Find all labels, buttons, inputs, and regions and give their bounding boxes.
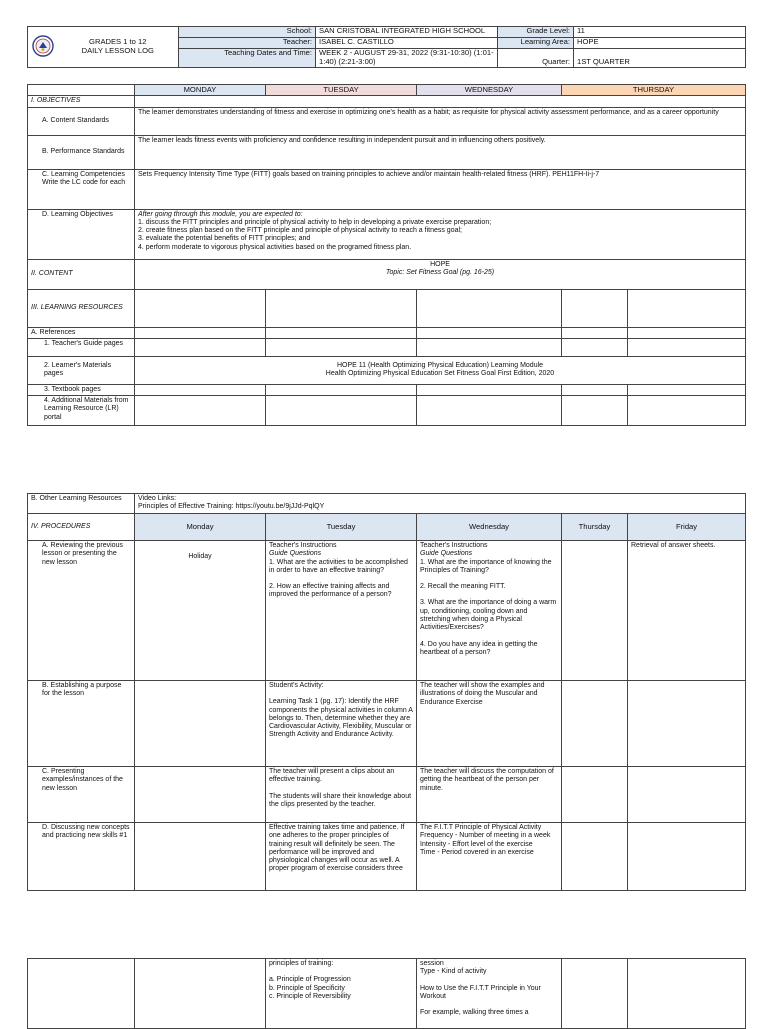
title-line2: DAILY LESSON LOG — [81, 46, 154, 55]
proc-day-tuesday: Tuesday — [266, 514, 417, 541]
c-tuesday-1: The teacher will present a clips about an effective training. — [269, 768, 395, 784]
day-header-wednesday: WEDNESDAY — [417, 85, 562, 96]
cont-tuesday-c: c. Principle of Reversibility — [269, 992, 351, 1000]
content-topic: Topic: Set Fitness Goal (pg. 16-25) — [385, 268, 495, 276]
video-link[interactable]: Principles of Effective Training: https://youtu.be/9jJJd-PqlQY — [138, 503, 325, 511]
content-subject: HOPE — [430, 260, 450, 268]
learning-module-title: HOPE 11 (Health Optimizing Physical Education) Learning Module — [336, 362, 544, 370]
procedure-b-wednesday: The teacher will show the examples and illustrations of doing the Muscular and Endurance Exercise — [417, 681, 562, 767]
learning-module-edition: Health Optimizing Physical Education Set Fitness Goal First Edition, 2020 — [325, 370, 555, 378]
quarter-label: Quarter: — [498, 49, 574, 68]
textbook-label: 3. Textbook pages — [28, 384, 135, 395]
quarter-value: 1ST QUARTER — [574, 49, 746, 68]
other-resources-cell — [135, 494, 746, 514]
performance-standards-text: The learner leads fitness events with proficiency and confidence resulting in independent pursuit and in influencing others positively. — [135, 135, 746, 169]
day-header-monday: MONDAY — [135, 85, 266, 96]
resources-heading: III. LEARNING RESOURCES — [28, 289, 135, 327]
objectives-heading: I. OBJECTIVES — [28, 96, 135, 107]
grade-label: Grade Level: — [498, 27, 574, 38]
cont-tuesday-1: principles of training: — [269, 960, 334, 967]
d-wed-frequency: Frequency - Number of meeting in a week — [420, 832, 551, 840]
learning-objective-1: 1. discuss the FITT principles and principle of physical activity to help in developing a private exercise preparation; — [138, 218, 492, 226]
content-heading: II. CONTENT — [28, 259, 135, 289]
procedure-d-thursday — [562, 823, 628, 891]
learning-competencies-label: C. Learning Competencies Write the LC code for each — [28, 169, 135, 209]
continuation-block — [27, 958, 745, 1029]
a-tuesday-q2: 2. How an effective training affects and improved the performance of a person? — [269, 583, 392, 599]
cont-thursday — [562, 959, 628, 1029]
deped-seal-icon — [32, 35, 54, 57]
procedure-c-tuesday — [266, 767, 417, 823]
procedure-a-tuesday — [266, 541, 417, 681]
log-title — [58, 27, 179, 68]
other-resources-label: B. Other Learning Resources — [28, 494, 135, 514]
a-wed-q4: 4. Do you have any idea in getting the heartbeat of a person? — [420, 640, 538, 656]
day-header-tuesday: TUESDAY — [266, 85, 417, 96]
proc-day-wednesday: Wednesday — [417, 514, 562, 541]
title-line1: GRADES 1 to 12 — [89, 37, 147, 47]
cont-monday — [135, 959, 266, 1029]
objectives-table — [27, 84, 746, 426]
dates-label: Teaching Dates and Time: — [179, 49, 316, 68]
procedures-block — [27, 493, 745, 891]
procedure-d-wednesday — [417, 823, 562, 891]
cont-wed-3: How to Use the F.I.T.T Principle in Your Workout — [420, 984, 541, 1000]
proc-day-friday: Friday — [628, 514, 746, 541]
procedure-a-thursday — [562, 541, 628, 681]
d-wed-intensity: Intensity - Effort level of the exercise — [420, 840, 533, 848]
header-table — [27, 26, 746, 68]
cont-label — [28, 959, 135, 1029]
cont-tuesday-a: a. Principle of Progression — [269, 976, 351, 984]
resources-mon — [135, 289, 266, 327]
teachers-guide-label: 1. Teacher's Guide pages — [28, 338, 135, 356]
school-value: SAN CRISTOBAL INTEGRATED HIGH SCHOOL — [316, 27, 498, 38]
cont-wed-1: session — [420, 960, 444, 967]
proc-day-thursday: Thursday — [562, 514, 628, 541]
content-cell — [135, 259, 746, 289]
learning-objectives-label: D. Learning Objectives — [28, 209, 135, 259]
a-wed-head: Teacher's Instructions — [420, 542, 488, 549]
a-wed-q2: 2. Recall the meaning FITT. — [420, 583, 506, 591]
continuation-table — [27, 958, 746, 1029]
day-header-thursday: THURSDAY — [562, 85, 746, 96]
learners-materials-cell — [135, 356, 746, 384]
content-standards-label: A. Content Standards — [28, 107, 135, 135]
d-wed-time: Time - Period covered in an exercise — [420, 848, 534, 856]
performance-standards-label: B. Performance Standards — [28, 135, 135, 169]
learning-objective-4: 4. perform moderate to vigorous physical activities based on the programed fitness plan. — [138, 243, 412, 251]
a-tuesday-q1: 1. What are the activities to be accomplished in order to have an effective training? — [269, 558, 408, 574]
school-label: School: — [179, 27, 316, 38]
d-wed-head: The F.I.T.T Principle of Physical Activity — [420, 824, 542, 831]
a-tuesday-sub: Guide Questions — [269, 550, 322, 558]
procedure-a-label: A. Reviewing the previous lesson or presenting the new lesson — [28, 541, 135, 681]
learning-objectives-cell — [135, 209, 746, 259]
objectives-heading-fill — [135, 96, 746, 107]
procedure-d-label: D. Discussing new concepts and practicing new skills #1 — [28, 823, 135, 891]
procedure-c-thursday — [562, 767, 628, 823]
resources-wed — [417, 289, 562, 327]
procedure-c-wednesday: The teacher will discuss the computation of getting the heartbeat of the person per minute. — [417, 767, 562, 823]
procedure-b-friday — [628, 681, 746, 767]
references-label: A. References — [28, 327, 135, 338]
video-links-label: Video Links: — [138, 495, 177, 502]
area-value: HOPE — [574, 38, 746, 49]
procedures-heading: IV. PROCEDURES — [28, 514, 135, 541]
procedure-d-tuesday: Effective training takes time and patience. If one adheres to the proper principles of training result will definitely be seen. The performance will be improved and physiological changes will occur as well. A proper program of exercise considers three — [266, 823, 417, 891]
grade-value: 11 — [574, 27, 746, 38]
content-standards-text: The learner demonstrates understanding of fitness and exercise in optimizing one's health as a habit; as requisite for physical activity assessment performance, and as a career opportunity — [135, 107, 746, 135]
procedure-c-label: C. Presenting examples/instances of the new lesson — [28, 767, 135, 823]
corner-cell — [28, 85, 135, 96]
a-wed-sub: Guide Questions — [420, 550, 473, 558]
procedure-a-wednesday — [417, 541, 562, 681]
area-label: Learning Area: — [498, 38, 574, 49]
cont-wed-2: Type - Kind of activity — [420, 968, 487, 976]
c-tuesday-2: The students will share their knowledge about the clips presented by the teacher. — [269, 792, 412, 808]
dates-value: WEEK 2 - AUGUST 29-31, 2022 (9:31-10:30) (1:01-1:40) (2:21-3:00) — [316, 49, 498, 68]
cont-friday — [628, 959, 746, 1029]
resources-fri — [628, 289, 746, 327]
procedure-a-monday: Holiday — [135, 541, 266, 681]
b-tuesday-body: Learning Task 1 (pg. 17): Identify the HRF components the physical activities in column A belongs to. Then, determine whether they are Cardiovascular Activity, Flexibility, Muscular or Strength Activity and Endurance Activity. — [269, 698, 413, 739]
teacher-label: Teacher: — [179, 38, 316, 49]
procedure-c-friday — [628, 767, 746, 823]
cont-wed-4: For example, walking three times a — [420, 1009, 529, 1017]
procedure-c-monday — [135, 767, 266, 823]
header-block — [27, 26, 745, 68]
learning-objective-3: 3. evaluate the potential benefits of FITT principles; and — [138, 235, 311, 243]
cont-wednesday — [417, 959, 562, 1029]
teacher-value: ISABEL C. CASTILLO — [316, 38, 498, 49]
a-wed-q1: 1. What are the importance of knowing the Principles of Training? — [420, 558, 552, 574]
procedure-d-monday — [135, 823, 266, 891]
cont-tuesday-b: b. Principle of Specificity — [269, 984, 345, 992]
a-wed-q3: 3. What are the importance of doing a warm up, conditioning, cooling down and stretching when doing a Physical Activities/Exercises? — [420, 599, 557, 632]
a-tuesday-head: Teacher's Instructions — [269, 542, 337, 549]
learning-objective-2: 2. create fitness plan based on the FITT principle and principle of physical activity to reach a fitness goal; — [138, 227, 462, 235]
additional-materials-label: 4. Additional Materials from Learning Resource (LR) portal — [28, 396, 135, 426]
procedure-b-tuesday — [266, 681, 417, 767]
objectives-block — [27, 84, 745, 426]
procedures-table — [27, 493, 746, 891]
procedure-b-monday — [135, 681, 266, 767]
procedure-b-label: B. Establishing a purpose for the lesson — [28, 681, 135, 767]
procedure-d-friday — [628, 823, 746, 891]
procedure-b-thursday — [562, 681, 628, 767]
deped-seal — [28, 27, 58, 68]
resources-thu — [562, 289, 628, 327]
b-tuesday-head: Student's Activity: — [269, 682, 324, 689]
learning-competencies-text: Sets Frequency Intensity Time Type (FITT) goals based on training principles to achieve and/or maintain health-related fitness (HRF). PEH11FH-Ii-j-7 — [135, 169, 746, 209]
cont-tuesday — [266, 959, 417, 1029]
proc-day-monday: Monday — [135, 514, 266, 541]
procedure-a-friday: Retrieval of answer sheets. — [628, 541, 746, 681]
resources-tue — [266, 289, 417, 327]
learning-objectives-intro: After going through this module, you are expected to: — [138, 210, 303, 218]
learners-materials-label: 2. Learner's Materials pages — [28, 356, 135, 384]
